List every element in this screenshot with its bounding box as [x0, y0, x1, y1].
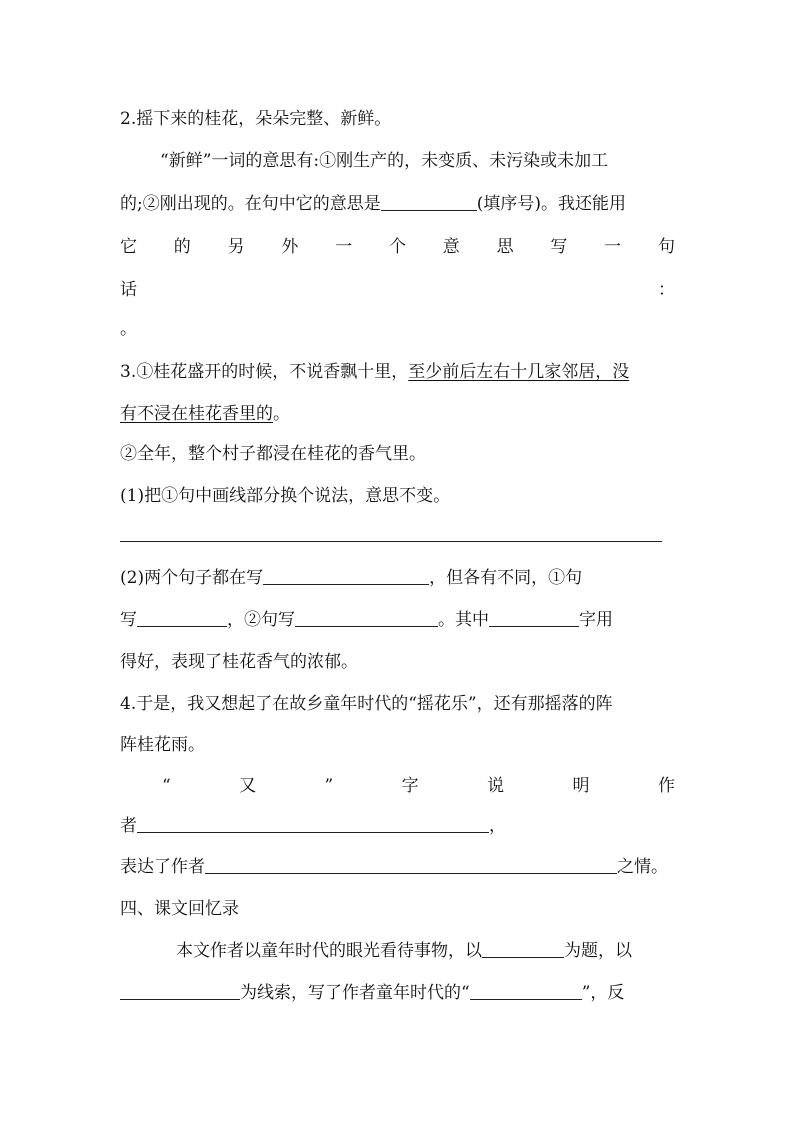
- q2-line-3-char: 外: [281, 237, 299, 257]
- q4-line-3-char: 作: [657, 776, 675, 796]
- q2-title: [120, 108, 675, 130]
- s4-line-2-text-b: ”，反: [581, 983, 625, 1003]
- q3-line-6-text-c: 。其中: [438, 610, 489, 630]
- q2-line-2-text-a: 的;②刚出现的。在句中它的意思是: [120, 194, 381, 214]
- q3-answer-blank-word[interactable]: [489, 609, 579, 627]
- q2-line-5-period: 。: [120, 319, 137, 339]
- q3-sentence-2: ②全年，整个村子都浸在桂花的香气里。: [120, 444, 426, 464]
- q4-line-1-text: 4.于是，我又想起了在故乡童年时代的“摇花乐”，还有那摇落的阵: [120, 694, 613, 714]
- q2-line-3-char: 它: [120, 237, 137, 257]
- q3-answer-blank-sentence-2[interactable]: [295, 609, 438, 627]
- q2-line-3-char: 思: [496, 237, 514, 257]
- q4-line-4: [120, 815, 675, 837]
- q2-line-1: [160, 150, 675, 172]
- q4-answer-blank-feeling[interactable]: [205, 856, 617, 874]
- q2-line-3-char: 意: [442, 237, 460, 257]
- s4-answer-blank-clue[interactable]: [120, 982, 240, 1000]
- q2-line-5: [120, 318, 675, 340]
- q2-line-2: [120, 193, 675, 215]
- q2-line-2-text-b: (填序号)。我还能用: [476, 194, 626, 214]
- q3-line-6-text-d: 字用: [579, 610, 613, 630]
- q2-line-4: [120, 279, 675, 301]
- q4-line-5: [120, 856, 675, 878]
- q2-line-3-char: 写: [550, 237, 568, 257]
- s4-answer-blank-title[interactable]: [482, 940, 564, 958]
- q4-line-1: [120, 693, 675, 715]
- q2-line-3-char: 一: [335, 237, 353, 257]
- q2-line-3-char: 的: [173, 237, 191, 257]
- q2-line-3-char: 个: [388, 237, 406, 257]
- q3-answer-line-rewrite[interactable]: [120, 541, 662, 542]
- q4-line-5-text-b: 之情。: [617, 857, 668, 877]
- q3-line-5: [120, 567, 675, 589]
- q3-line-2: [120, 403, 675, 425]
- q2-line-3-char: 另: [227, 237, 245, 257]
- q2-line-4-colon: ：: [658, 280, 675, 300]
- q2-title-text: 2.摇下来的桂花，朵朵完整、新鲜。: [120, 109, 392, 129]
- q3-answer-blank-sentence-1[interactable]: [137, 609, 227, 627]
- q3-line-7-text: 得好，表现了桂花香气的浓郁。: [120, 652, 358, 672]
- q4-line-2: [120, 734, 675, 756]
- q4-line-3: [162, 775, 675, 797]
- q3-line-6-text-b: ，②句写: [227, 610, 295, 630]
- section-4-heading-text: 四、课文回忆录: [120, 899, 239, 919]
- q3-line-2-period: 。: [273, 404, 290, 424]
- s4-line-2: [120, 982, 675, 1004]
- q4-line-3-char: 明: [572, 776, 590, 796]
- q2-line-4-char: 话: [120, 280, 137, 300]
- q4-line-4-comma: ，: [489, 816, 506, 836]
- section-4-heading: [120, 898, 675, 920]
- q4-line-4-text-a: 者: [120, 816, 137, 836]
- q4-line-3-char: 说: [487, 776, 505, 796]
- q4-line-5-text-a: 表达了作者: [120, 857, 205, 877]
- q3-line-5-text-a: (2)两个句子都在写: [120, 568, 264, 588]
- q4-line-3-char: 字: [401, 776, 419, 796]
- q2-line-3-char: 一: [604, 237, 622, 257]
- q3-line-1-text: 3.①桂花盛开的时候，不说香飘十里，: [120, 362, 409, 382]
- q4-line-3-char: 又: [239, 776, 257, 796]
- q2-answer-blank-meaning[interactable]: [381, 193, 477, 211]
- s4-line-1-text-a: 本文作者以童年时代的眼光看待事物，以: [176, 941, 482, 961]
- q3-sub-question-1: (1)把①句中画线部分换个说法，意思不变。: [120, 486, 451, 506]
- q2-line-3: [120, 236, 675, 258]
- q3-answer-blank-both-describe[interactable]: [263, 567, 429, 585]
- q2-line-3-char: 句: [657, 237, 675, 257]
- q3-line-5-text-b: ，但各有不同，①句: [429, 568, 583, 588]
- q3-line-1: [120, 361, 675, 383]
- s4-answer-blank-childhood[interactable]: [470, 982, 582, 1000]
- q3-line-4: [120, 485, 675, 507]
- q4-line-3-char: ”: [324, 776, 334, 796]
- s4-line-1-text-b: 为题，以: [564, 941, 632, 961]
- q3-line-3: [120, 443, 675, 465]
- q2-line-1-text: “新鲜”一词的意思有:①刚生产的，未变质、未污染或未加工: [160, 151, 609, 171]
- q4-line-2-text: 阵桂花雨。: [120, 735, 205, 755]
- q3-line-6-text-a: 写: [120, 610, 137, 630]
- q3-line-6: [120, 609, 675, 631]
- q3-line-7: [120, 651, 675, 673]
- q3-underlined-phrase-part-2: 有不浸在桂花香里的: [120, 404, 273, 424]
- q4-line-3-char: “: [162, 776, 171, 796]
- s4-line-2-text-a: 为线索，写了作者童年时代的“: [240, 983, 470, 1003]
- q4-answer-blank-explains[interactable]: [137, 815, 489, 833]
- s4-line-1: [176, 940, 675, 962]
- q3-underlined-phrase-part-1: 至少前后左右十几家邻居，没: [408, 362, 630, 382]
